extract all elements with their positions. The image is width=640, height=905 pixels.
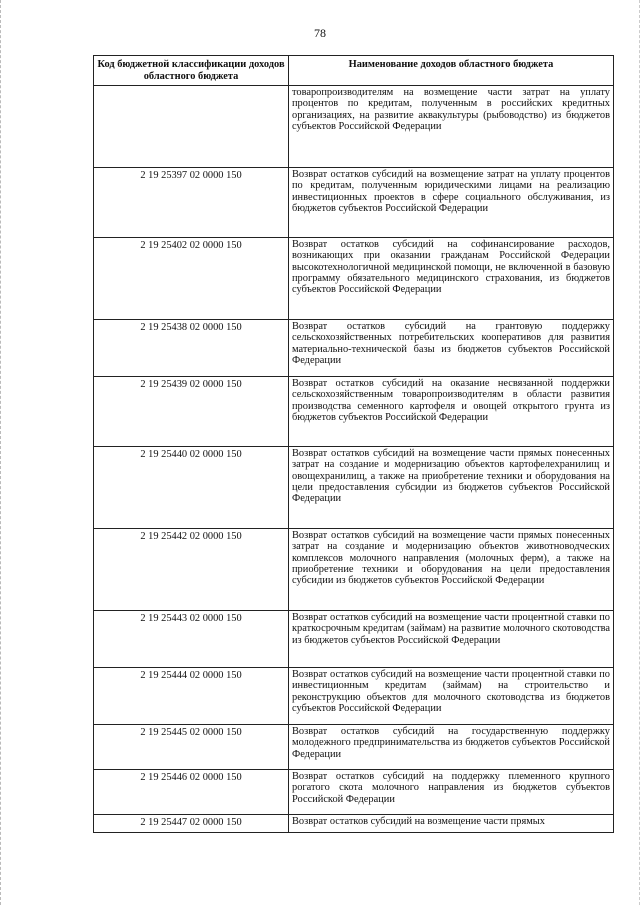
table-row [94, 725, 614, 770]
header-name: Наименование доходов областного бюджета [289, 56, 614, 86]
table-row [94, 770, 614, 815]
row-name: Возврат остатков субсидий на возмещение части прямых понесенных затрат на создание и модернизацию объектов картофелехранилищ и овощехранилищ, а также на приобретение техники и оборудования на цели предоставления субсидии из бюджетов субъектов Российской Федерации [289, 447, 614, 529]
table-row [94, 377, 614, 447]
row-name: Возврат остатков субсидий на оказание несвязанной поддержки сельскохозяйственным товаропроизводителям в области развития производства семенного картофеля и овощей открытого грунта из бюджетов субъектов Российской Федерации [289, 377, 614, 447]
scan-left-edge [0, 0, 4, 905]
table-row [94, 86, 614, 168]
header-code: Код бюджетной классификации доходов областного бюджета [94, 56, 289, 86]
table-row [94, 815, 614, 833]
row-name: товаропроизводителям на возмещение части затрат на уплату процентов по кредитам, полученным в российских кредитных организациях, на развитие аквакультуры (рыбоводство) из бюджетов субъектов Российской Федерации [289, 86, 614, 168]
table-row [94, 238, 614, 320]
row-name: Возврат остатков субсидий на грантовую поддержку сельскохозяйственных потребительских кооперативов для развития материально-технической базы из бюджетов субъектов Российской Федерации [289, 320, 614, 377]
table-row [94, 320, 614, 377]
table-row [94, 168, 614, 238]
table-row [94, 447, 614, 529]
table-row [94, 668, 614, 725]
row-code: 2 19 25440 02 0000 150 [94, 447, 289, 529]
row-name: Возврат остатков субсидий на возмещение части прямых [289, 815, 614, 833]
row-name: Возврат остатков субсидий на возмещение части прямых понесенных затрат на создание и модернизацию объектов животноводческих комплексов молочного направления (молочных ферм), а также на приобретение техники и оборудования на цели предоставления субсидии из бюджетов субъектов Российской Федерации [289, 529, 614, 611]
row-name: Возврат остатков субсидий на возмещение затрат на уплату процентов по кредитам, полученным юридическими лицами на реализацию инвестиционных проектов в сфере социального обслуживания, из бюджетов субъектов Российской Федерации [289, 168, 614, 238]
row-code: 2 19 25442 02 0000 150 [94, 529, 289, 611]
row-code: 2 19 25439 02 0000 150 [94, 377, 289, 447]
row-name: Возврат остатков субсидий на софинансирование расходов, возникающих при оказании гражданам Российской Федерации высокотехнологичной медицинской помощи, не включенной в базовую программу обязательного медицинского страхования, из бюджетов субъектов Российской Федерации [289, 238, 614, 320]
row-code: 2 19 25397 02 0000 150 [94, 168, 289, 238]
table-header-row [94, 56, 614, 86]
row-code: 2 19 25447 02 0000 150 [94, 815, 289, 833]
row-name: Возврат остатков субсидий на возмещение части процентной ставки по инвестиционным кредитам (займам) на строительство и реконструкцию объектов для молочного скотоводства из бюджетов субъектов Российской Федерации [289, 668, 614, 725]
table-row [94, 611, 614, 668]
row-code [94, 86, 289, 168]
page-number: 78 [314, 26, 326, 40]
row-code: 2 19 25402 02 0000 150 [94, 238, 289, 320]
row-code: 2 19 25438 02 0000 150 [94, 320, 289, 377]
row-name: Возврат остатков субсидий на поддержку племенного крупного рогатого скота молочного направления из бюджетов субъектов Российской Федерации [289, 770, 614, 815]
row-code: 2 19 25446 02 0000 150 [94, 770, 289, 815]
row-code: 2 19 25445 02 0000 150 [94, 725, 289, 770]
row-name: Возврат остатков субсидий на возмещение части процентной ставки по краткосрочным кредитам (займам) на развитие молочного скотоводства из бюджетов субъектов Российской Федерации [289, 611, 614, 668]
scan-right-edge [636, 0, 640, 905]
row-name: Возврат остатков субсидий на государственную поддержку молодежного предпринимательства из бюджетов субъектов Российской Федерации [289, 725, 614, 770]
row-code: 2 19 25444 02 0000 150 [94, 668, 289, 725]
row-code: 2 19 25443 02 0000 150 [94, 611, 289, 668]
table-row [94, 529, 614, 611]
budget-classification-table [93, 55, 614, 833]
